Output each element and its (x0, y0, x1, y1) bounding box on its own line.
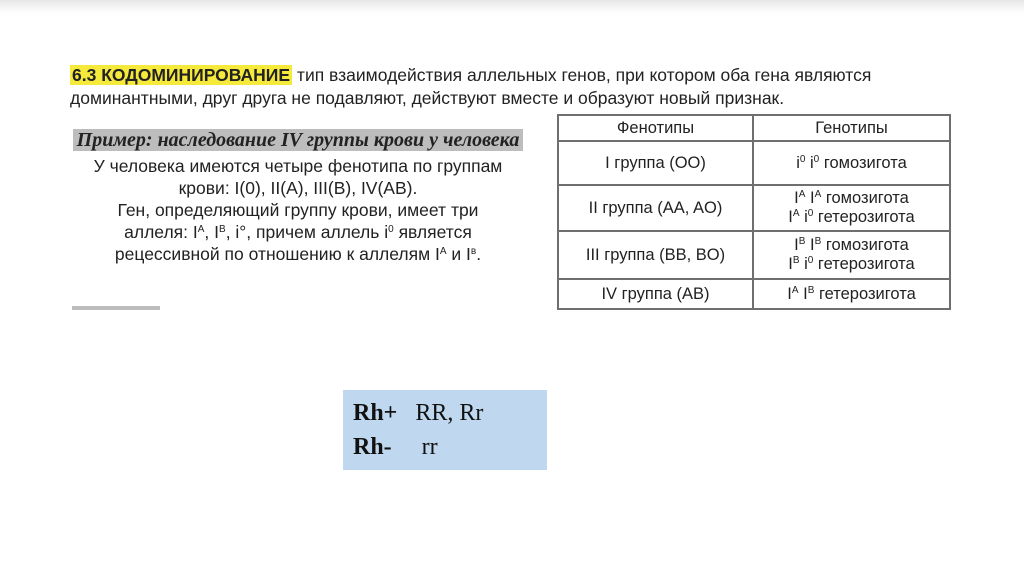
genotype-cell (753, 231, 950, 279)
rh-positive-label: Rh+ (353, 400, 398, 426)
rh-negative-line (353, 434, 438, 461)
example-line: У человека имеются четыре фенотипа по группам (93, 156, 503, 176)
rh-negative-label: Rh- (353, 434, 392, 460)
genotype-cell (753, 279, 950, 309)
example-body (70, 155, 526, 265)
example-line: аллеля: $I^A$, $I^B$, i°, причем аллель $i^0$ является (124, 222, 472, 242)
genotype-table (557, 114, 951, 310)
rh-positive-genotypes: RR, Rr (415, 400, 484, 426)
definition-paragraph (70, 64, 965, 110)
genotype-line: $i^0$ $i^0$ гомозигота (796, 153, 907, 172)
genotype-line: $I^B$ $i^0$ гетерозигота (788, 255, 915, 273)
table-row (558, 231, 950, 279)
phenotype-cell: III группа (BB, BO) (558, 231, 753, 279)
genotype-line: $I^A$ $I^B$ гетерозигота (787, 284, 916, 303)
divider (72, 306, 160, 310)
term-heading: 6.3 КОДОМИНИРОВАНИЕ (72, 65, 291, 85)
table-row (558, 185, 950, 231)
genotype-cell (753, 141, 950, 185)
example-line: крови: I(0), II(A), III(B), IV(AB). (178, 178, 418, 198)
example-title: Пример: наследование IV группы крови у человека (73, 129, 524, 151)
header-phenotypes: Фенотипы (558, 115, 753, 141)
top-shadow-bar (0, 0, 1024, 14)
genotype-cell (753, 185, 950, 231)
definition-text: тип взаимодействия аллельных генов, при котором оба гена являются доминантными, друг друга не подавляют, действуют вместе и образуют новый признак. (70, 65, 872, 108)
example-line: рецессивной по отношению к аллелям $I^A$ и $I^в$. (114, 244, 482, 264)
header-genotypes: Генотипы (753, 115, 950, 141)
genotype-line: $I^A$ $i^0$ гетерозигота (788, 208, 915, 226)
table-row (558, 141, 950, 185)
rh-factor-box (343, 390, 547, 470)
table-row (558, 279, 950, 309)
phenotype-cell: I группа (OO) (558, 141, 753, 185)
example-line: Ген, определяющий группу крови, имеет три (117, 200, 479, 220)
rh-negative-genotypes: rr (421, 434, 438, 460)
table-header-row (558, 115, 950, 141)
genotype-line: $I^B$ $I^B$ гомозигота (794, 236, 909, 254)
genotype-line: $I^A$ $I^A$ гомозигота (794, 189, 909, 207)
phenotype-cell: IV группа (AB) (558, 279, 753, 309)
phenotype-cell: II группа (AA, AO) (558, 185, 753, 231)
rh-positive-line (353, 400, 483, 427)
example-block (70, 128, 526, 265)
